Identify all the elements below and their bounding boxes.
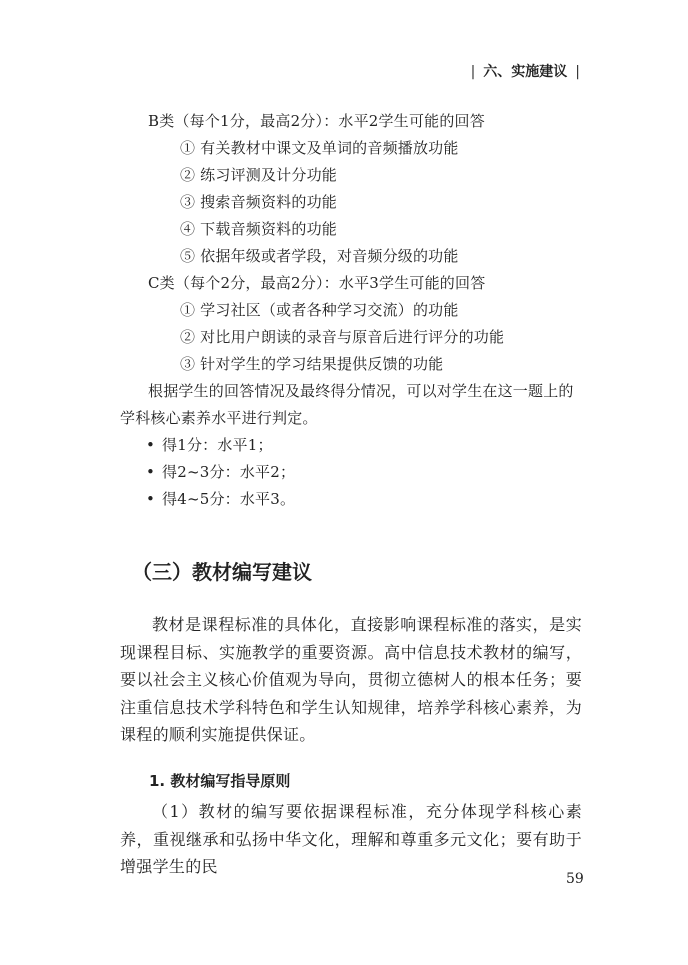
page-number: 59 xyxy=(566,871,584,887)
intro-paragraph: 教材是课程标准的具体化，直接影响课程标准的落实，是实现课程目标、实施教学的重要资源。高中信息技术教材的编写，要以社会主义核心价值观为导向，贯彻立德树人的根本任务；要注重信息技术学科特色和学生认知规律，培养学科核心素养，为课程的顺利实施提供保证。 xyxy=(120,615,582,745)
category-b-item-3: ③ 搜索音频资料的功能 xyxy=(180,193,337,211)
judgement-line-2: 学科核心素养水平进行判定。 xyxy=(120,409,318,427)
category-b-item-2: ② 练习评测及计分功能 xyxy=(180,166,337,184)
header-bar-right: | xyxy=(575,64,580,80)
category-b-item-1: ① 有关教材中课文及单词的音频播放功能 xyxy=(180,139,459,157)
category-c-item-3: ③ 针对学生的学习结果提供反馈的功能 xyxy=(180,355,444,373)
section-title: （三）教材编写建议 xyxy=(132,560,312,584)
principle-paragraph: （1）教材的编写要依据课程标准，充分体现学科核心素养，重视继承和弘扬中华文化，理解和尊重多元文化；要有助于增强学生的民 xyxy=(120,802,582,877)
subsection-title: 1. 教材编写指导原则 xyxy=(149,772,291,790)
category-b-heading: B类（每个1分，最高2分）：水平2学生可能的回答 xyxy=(148,112,485,130)
bullet-text: 得4~5分：水平3。 xyxy=(162,490,296,508)
category-c-heading: C类（每个2分，最高2分）：水平3学生可能的回答 xyxy=(148,274,486,292)
category-b-item-4: ④ 下载音频资料的功能 xyxy=(180,220,337,238)
judgement-line-1: 根据学生的回答情况及最终得分情况，可以对学生在这一题上的 xyxy=(148,382,574,400)
category-c-item-2: ② 对比用户朗读的录音与原音后进行评分的功能 xyxy=(180,328,505,346)
bullet-item-3 xyxy=(146,488,295,509)
bullet-symbol: • xyxy=(146,463,156,481)
bullet-text: 得1分：水平1； xyxy=(162,436,273,454)
bullet-item-1 xyxy=(146,434,273,455)
bullet-text: 得2~3分：水平2； xyxy=(162,463,296,481)
header-bar-left: | xyxy=(470,64,476,80)
bullet-symbol: • xyxy=(146,436,156,454)
category-b-item-5: ⑤ 依据年级或者学段，对音频分级的功能 xyxy=(180,247,459,265)
bullet-item-2 xyxy=(146,461,295,482)
running-header xyxy=(463,61,588,81)
category-c-item-1: ① 学习社区（或者各种学习交流）的功能 xyxy=(180,301,459,319)
bullet-symbol: • xyxy=(146,490,156,508)
header-title: 六、实施建议 xyxy=(483,64,568,80)
